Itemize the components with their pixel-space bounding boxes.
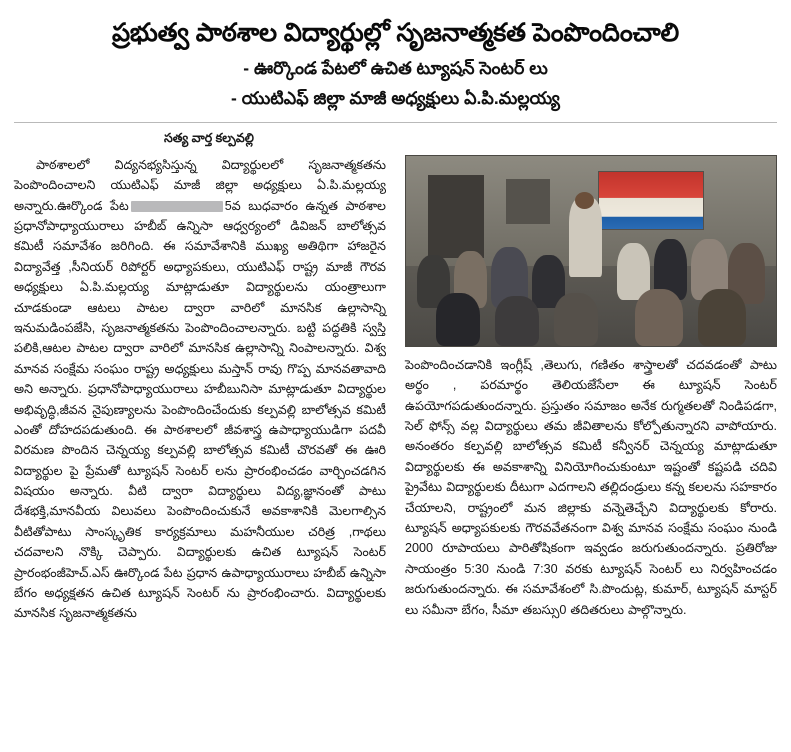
left-column-text-after-redaction: 5వ బుధవారం ఉన్నత పాఠశాల ప్రధానోపాధ్యాయురాలు హబీబ్ ఉన్నిసా ఆధ్వర్యంలో డివిజన్ బాలోత్సవ కమిటీ సమావేశం జరిగింది. ఈ సమావేశానికి ముఖ్య అతిథిగా హాజరైన విద్యావేత్త ,సీనియర్ రిపోర్టర్ అధ్యాపకులు, యుటిఎఫ్ రాష్ట్ర మాజీ గౌరవ అధ్యక్షులు ఏ.పి.మల్లయ్య మాట్లాడుతూ విద్యార్థులను యంత్రాలుగా చూడకుండా ఆటలు పాటల ద్వారా వారిలో మానసిక ఉల్లాసాన్ని ఇనుమడింపజేసి, సృజనాత్మకతను పెంపొందించాలన్నారు. బట్టి పద్ధతికి స్వస్తి పలికి,ఆటల పాటల ద్వారా వారిలో మానసిక ఉల్లాసాన్ని నింపాలన్నారు. విశ్వ మానవ సంక్షేమ సంఘం రాష్ట్ర అధ్యక్షులు మస్తాన్ రావు గొప్ప మానవతావాది అని అన్నారు. ప్రధానోపాధ్యాయురాలు హబీబునిసా మాట్లాడుతూ విద్యార్థుల అభివృద్ధి,జీవన నైపుణ్యాలను పెంపొందించేందుకు కల్పవల్లి బాలోత్సవ కమిటీ ఎంతో దోహదపడుతుంది. ఈ పాఠశాలలో జీవశాస్త్ర ఉపాధ్యాయుడిగా పదవీ విరమణ పొందిన చెన్నయ్య కల్పవల్లి బాలోత్సవ కమిటీ చొరవతో ఈ ఊరి విద్యార్థుల పై ప్రేమతో ట్యూషన్ సెంటర్ లను ప్రారంభించడం వార్చించడగిన విషయం అన్నారు. వీటి ద్వారా విద్యార్థులు విద్య,జ్ఞానంతో పాటు దేశభక్తి,మానవీయ విలువలు పెంపొందించుకునే అవకాశానికి మెలగాల్సిన వీటితోపాటు సాంస్కృతిక కార్యక్రమాలు మహనీయుల చరిత్ర ,గాథలు చదవాలని నొక్కి చెప్పారు. విద్యార్థులకు ఉచిత ట్యూషన్ సెంటర్ ప్రారంభంజీహెచ్.ఎస్ ఊర్కొండ పేట ప్రధాన ఉపాధ్యాయురాలు హబీబ్ ఉన్నిసా బేగం అధ్యక్షతన ఉచిత ట్యూషన్ సెంటర్ ను ప్రారంభించారు. విద్యార్థులకు మానసిక సృజనాత్మకతను [14, 198, 386, 621]
article-subheadline-2: - యుటిఎఫ్ జిల్లా మాజీ అధ్యక్షులు ఏ.పి.మల్లయ్య [231, 87, 560, 108]
photo-speaker-head [575, 192, 594, 209]
article-headline: ప్రభుత్వ పాఠశాల విద్యార్థుల్లో సృజనాత్మకత పెంపొందించాలి [111, 19, 680, 47]
article-column-left [14, 155, 386, 624]
article-subheadline-1: - ఊర్కొండ పేటలో ఉచిత ట్యూషన్ సెంటర్ లు [243, 58, 548, 79]
photo-audience-11 [554, 293, 598, 346]
photo-speaker-figure [569, 198, 602, 278]
photo-audience-12 [635, 289, 683, 346]
article-column-right [405, 155, 777, 620]
article-body [14, 155, 777, 624]
right-column-paragraph: పెంపొందించడానికి ఇంగ్లీష్ ,తెలుగు, గణితం శాస్త్రాలతో చదవడంతో పాటు అర్థం , పరమార్థం తెలియజేసేలా ఈ ట్యూషన్ సెంటర్ ఉపయోగపడుతుందన్నారు. ప్రస్తుతం సమాజం అనేక రుగ్మతలతో నిండిపడగా, సెల్ ఫోన్స్ వల్ల విద్యార్థులు తమ జీవితాలను కోల్పోతున్నారని వాపోయారు. అనంతరం కల్పవల్లి బాలోత్సవ కమిటీ కన్వీనర్ చెన్నయ్య మాట్లాడుతూ విద్యార్థులకు ఈ అవకాశాన్ని వినియోగించుకుంటూ ఇష్టంతో కష్టపడి చదివి ప్రైవేటు విద్యార్థులకు దీటుగా ఎదగాలని తల్లిదండ్రులు కన్న కలలను సహకారం చేయాలని, రాష్ట్రంలో మన జిల్లాకు వన్నెతెచ్చేని విద్యార్థులకు కోరారు. ట్యూషన్ అధ్యాపకులకు గౌరవవేతనంగా విశ్వ మానవ సంక్షేమ సంఘం నుండి 2000 రూపాయలు పారితోషికంగా ఇవ్వడం జరుగుతుందన్నారు. ప్రతిరోజు సాయంత్రం 5:30 నుండి 7:30 వరకు ట్యూషన్ సెంటర్ లు నిర్వహించడం జరుగుతుందన్నారు. ఈ సమావేశంలో సి.పొందుట్ల, కుమార్, ట్యూషన్ మాస్టర్ లు సమీనా బేగం, సీమా తబస్సు0 తదితరులు పాల్గొన్నారు. [405, 357, 777, 617]
article-byline: సత్య వార్త కల్పవల్లి [164, 130, 254, 145]
photo-audience-9 [436, 293, 480, 346]
photo-audience-10 [495, 296, 539, 345]
photo-event-banner [598, 171, 704, 230]
left-column-text-before-redaction: పాఠశాలలో విద్యనభ్యసిస్తున్న విద్యార్థులలో సృజనాత్మకతను పెంపొందించాలని యుటిఎఫ్ మాజీ జిల్లా అధ్యక్షులు ఏ.పి.మల్లయ్య అన్నారు.ఊర్కొండ పేట [14, 157, 386, 213]
photo-window [506, 179, 550, 225]
left-column-paragraph [14, 155, 386, 624]
photo-audience-13 [698, 289, 746, 346]
header-divider [14, 122, 777, 123]
article-photo [405, 155, 777, 347]
photo-doorway [428, 175, 484, 259]
redaction-bar [131, 201, 223, 212]
